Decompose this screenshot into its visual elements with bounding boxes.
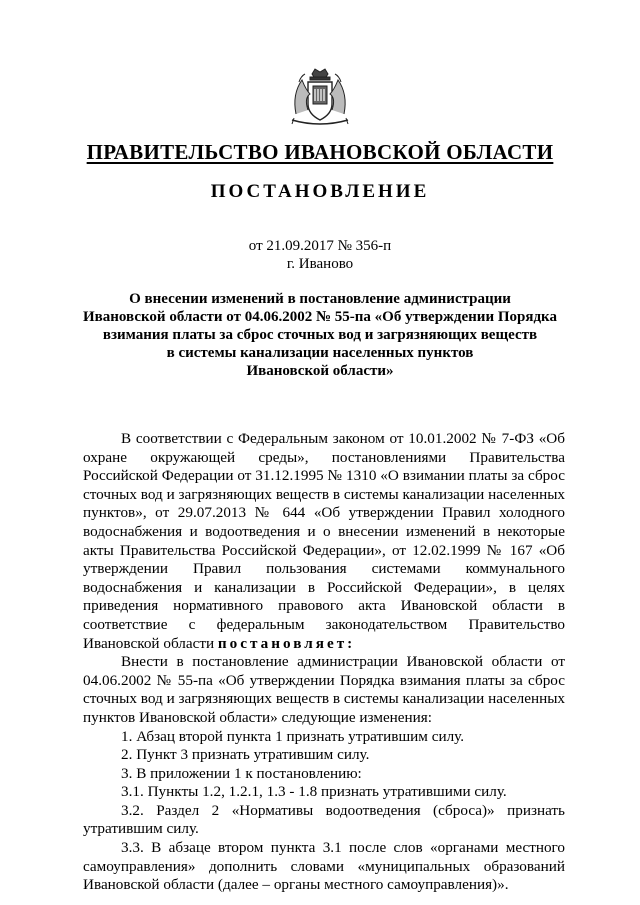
body-paragraph: 3.3. В абзаце втором пункта 3.1 после слов «органами местного самоуправления» дополнить словами «муниципальных образований Ивановской области (далее – органы местного самоуправления)». xyxy=(83,839,565,894)
body-paragraph: 3. В приложении 1 к постановлению: xyxy=(121,764,362,782)
heading-line: в системы канализации населенных пунктов xyxy=(166,345,474,361)
government-title: ПРАВИТЕЛЬСТВО ИВАНОВСКОЙ ОБЛАСТИ xyxy=(86,140,554,164)
heading-line: Ивановской области от 04.06.2002 № 55-па «Об утверждении Порядка xyxy=(83,309,557,325)
heading-line: взимания платы за сброс сточных вод и загрязняющих веществ xyxy=(102,327,538,343)
body-paragraph: 3.2. Раздел 2 «Нормативы водоотведения (сброса)» признать утратившим силу. xyxy=(83,801,565,838)
document-city: г. Иваново xyxy=(286,256,354,272)
heading-line: О внесении изменений в постановление администрации xyxy=(129,291,511,307)
body-paragraph: 1. Абзац второй пункта 1 признать утратившим силу. xyxy=(121,727,465,745)
decree-word: постановляет: xyxy=(217,634,356,652)
document-date-number: от 21.09.2017 № 356-п xyxy=(248,238,392,254)
heading-line: Ивановской области» xyxy=(246,363,394,379)
document-type-title: ПОСТАНОВЛЕНИЕ xyxy=(210,181,430,202)
preamble-paragraph xyxy=(83,430,565,653)
body-paragraph: 2. Пункт 3 признать утратившим силу. xyxy=(121,746,370,764)
document-heading xyxy=(70,290,570,380)
preamble-text: В соответствии с Федеральным законом от 10.01.2002 № 7-ФЗ «Об охране окружающей среды», постановлениями Правительства Российской Федерации от 31.12.1995 № 1310 «О взимании платы за сброс сточных вод и загрязняющих веществ в системы канализации населенных пунктов», от 29.07.2013 № 644 «Об утверждении Правил холодного водоснабжения и водоотведения и о внесении изменений в некоторые акты Правительства Российской Федерации», от 12.02.1999 № 167 «Об утверждении Правил пользования системами коммунального водоснабжения и канализации в Российской Федерации», в целях приведения нормативного правового акта Ивановской области в соответствие с федеральным законодательством Правительство Ивановской области xyxy=(83,430,565,652)
body-paragraph: Внести в постановление администрации Ивановской области от 04.06.2002 № 55-па «Об утверждении Порядка взимания платы за сброс сточных вод и загрязняющих веществ в системы канализации населенных пунктов Ивановской области» следующие изменения: xyxy=(83,653,565,726)
document-body xyxy=(83,430,565,895)
coat-of-arms-icon xyxy=(288,64,352,126)
body-paragraph: 3.1. Пункты 1.2, 1.2.1, 1.3 - 1.8 признать утратившими силу. xyxy=(121,783,507,801)
